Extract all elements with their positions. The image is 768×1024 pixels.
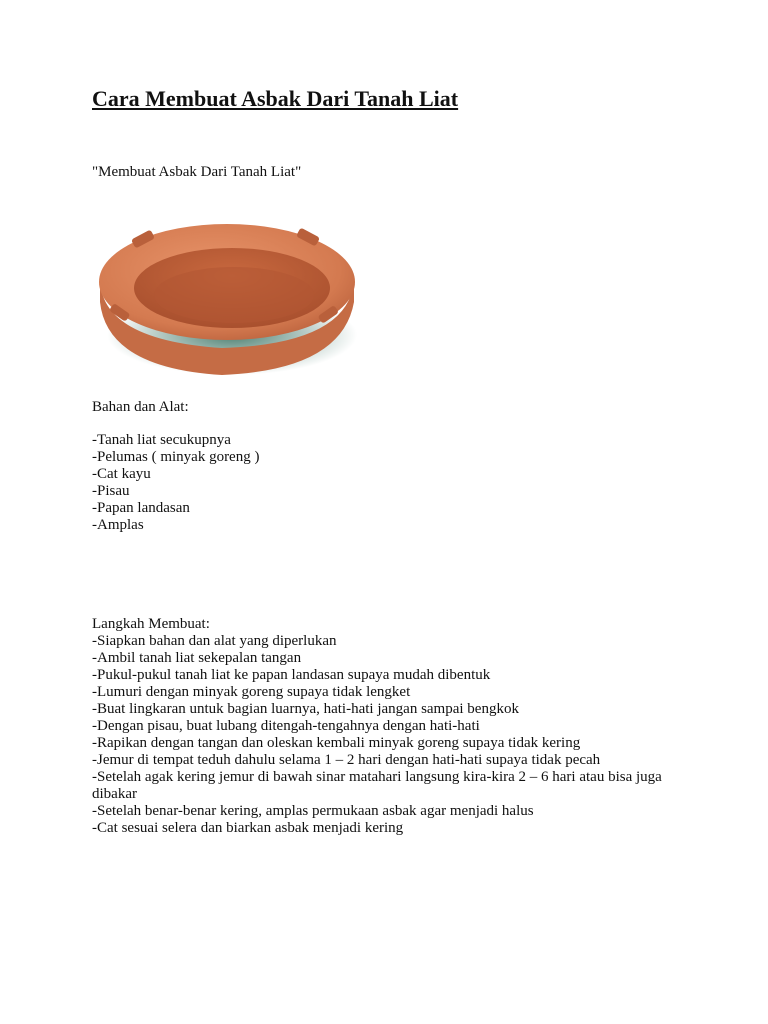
list-item: -Setelah agak kering jemur di bawah sinar matahari langsung kira-kira 2 – 6 hari atau bisa juga dibakar [92,769,662,802]
list-item: -Tanah liat secukupnya [92,432,231,448]
list-item: -Cat sesuai selera dan biarkan asbak menjadi kering [92,820,404,836]
materials-list [92,432,259,534]
list-item: -Cat kayu [92,466,151,482]
list-item: -Pelumas ( minyak goreng ) [92,449,260,465]
ashtray-image [92,210,362,385]
materials-heading: Bahan dan Alat: [92,399,189,415]
page-title: Cara Membuat Asbak Dari Tanah Liat [92,86,459,111]
steps-heading: Langkah Membuat: [92,616,210,632]
list-item: -Papan landasan [92,500,190,516]
list-item: -Buat lingkaran untuk bagian luarnya, hati-hati jangan sampai bengkok [92,701,519,717]
list-item: -Pukul-pukul tanah liat ke papan landasan supaya mudah dibentuk [92,667,491,683]
list-item: -Amplas [92,517,144,533]
list-item: -Pisau [92,483,130,499]
list-item: -Siapkan bahan dan alat yang diperlukan [92,633,337,649]
list-item: -Lumuri dengan minyak goreng supaya tidak lengket [92,684,411,700]
steps-list [92,633,672,837]
list-item: -Ambil tanah liat sekepalan tangan [92,650,302,666]
list-item: -Rapikan dengan tangan dan oleskan kembali minyak goreng supaya tidak kering [92,735,581,751]
list-item: -Dengan pisau, buat lubang ditengah-tengahnya dengan hati-hati [92,718,480,734]
list-item: -Setelah benar-benar kering, amplas permukaan asbak agar menjadi halus [92,803,534,819]
list-item: -Jemur di tempat teduh dahulu selama 1 – 2 hari dengan hati-hati supaya tidak pecah [92,752,601,768]
subtitle: "Membuat Asbak Dari Tanah Liat" [92,164,302,180]
